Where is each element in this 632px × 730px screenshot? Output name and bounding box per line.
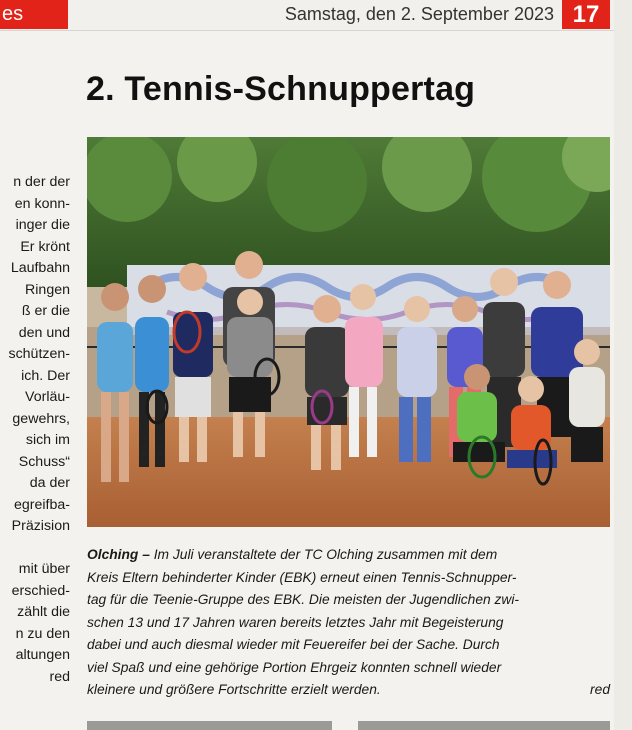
paragraph-gap (0, 538, 70, 560)
section-label: es (0, 0, 68, 29)
bottom-divider (87, 721, 332, 730)
caption-line: Kreis Eltern behinderter Kinder (EBK) erneut einen Tennis-Schnupper- (87, 569, 517, 585)
neighbor-article-column (0, 172, 70, 688)
neighbor-line: egreifba- (14, 496, 70, 513)
neighbor-line: erschied- (11, 582, 70, 599)
neighbor-line: Er krönt (20, 238, 70, 255)
neighbor-line: Schuss“ (18, 453, 70, 470)
neighbor-line: ich. Der (21, 367, 70, 384)
neighbor-line: Präzision (11, 518, 70, 534)
neighbor-line: gewehrs, (12, 410, 70, 427)
neighbor-line: sich im (25, 432, 70, 448)
neighbor-line: ß er die (21, 303, 70, 319)
neighbor-line: n der der (13, 174, 70, 190)
neighbor-line: da der (29, 475, 70, 491)
caption-text: kleinere und größere Fortschritte erzielt werden. (87, 682, 381, 697)
page-number: 17 (562, 0, 610, 29)
neighbor-line: red (49, 668, 70, 685)
caption-location: Olching – (87, 547, 150, 562)
page-edge (614, 0, 632, 730)
neighbor-line: inger die (15, 217, 70, 233)
article-headline: 2. Tennis-Schnuppertag (86, 70, 476, 108)
neighbor-line: zählt die (17, 604, 70, 620)
caption-line: tag für die Teenie-Gruppe des EBK. Die meisten der Jugendlichen zwi- (87, 592, 520, 607)
neighbor-line: en konn- (14, 195, 70, 212)
neighbor-line: mit über (18, 561, 70, 577)
issue-date: Samstag, den 2. September 2023 (284, 4, 554, 24)
caption-line (87, 544, 610, 567)
neighbor-line: Laufbahn (10, 260, 70, 276)
caption-line (87, 679, 610, 702)
author-initials: red (590, 682, 610, 697)
neighbor-line: altungen (15, 647, 70, 663)
page-header (0, 0, 632, 31)
tennis-group-illustration (87, 137, 610, 527)
neighbor-line: den und (18, 324, 70, 341)
neighbor-line: Vorläu- (25, 389, 70, 405)
neighbor-line: Ringen (25, 281, 70, 298)
bottom-divider (358, 721, 610, 730)
neighbor-line: n zu den (15, 625, 70, 642)
neighbor-line: schützen- (8, 346, 70, 362)
caption-line: schen 13 und 17 Jahren waren bereits letztes Jahr mit Begeisterung (87, 614, 504, 630)
photo-caption (87, 544, 610, 702)
caption-text: Im Juli veranstaltete der TC Olching zusammen mit dem (153, 547, 498, 562)
group-photo (87, 137, 610, 527)
caption-line: viel Spaß und eine gehörige Portion Ehrgeiz konnten schnell wieder (87, 659, 502, 675)
caption-line: dabei und auch diesmal wieder mit Feuereifer bei der Sache. Durch (87, 637, 500, 652)
